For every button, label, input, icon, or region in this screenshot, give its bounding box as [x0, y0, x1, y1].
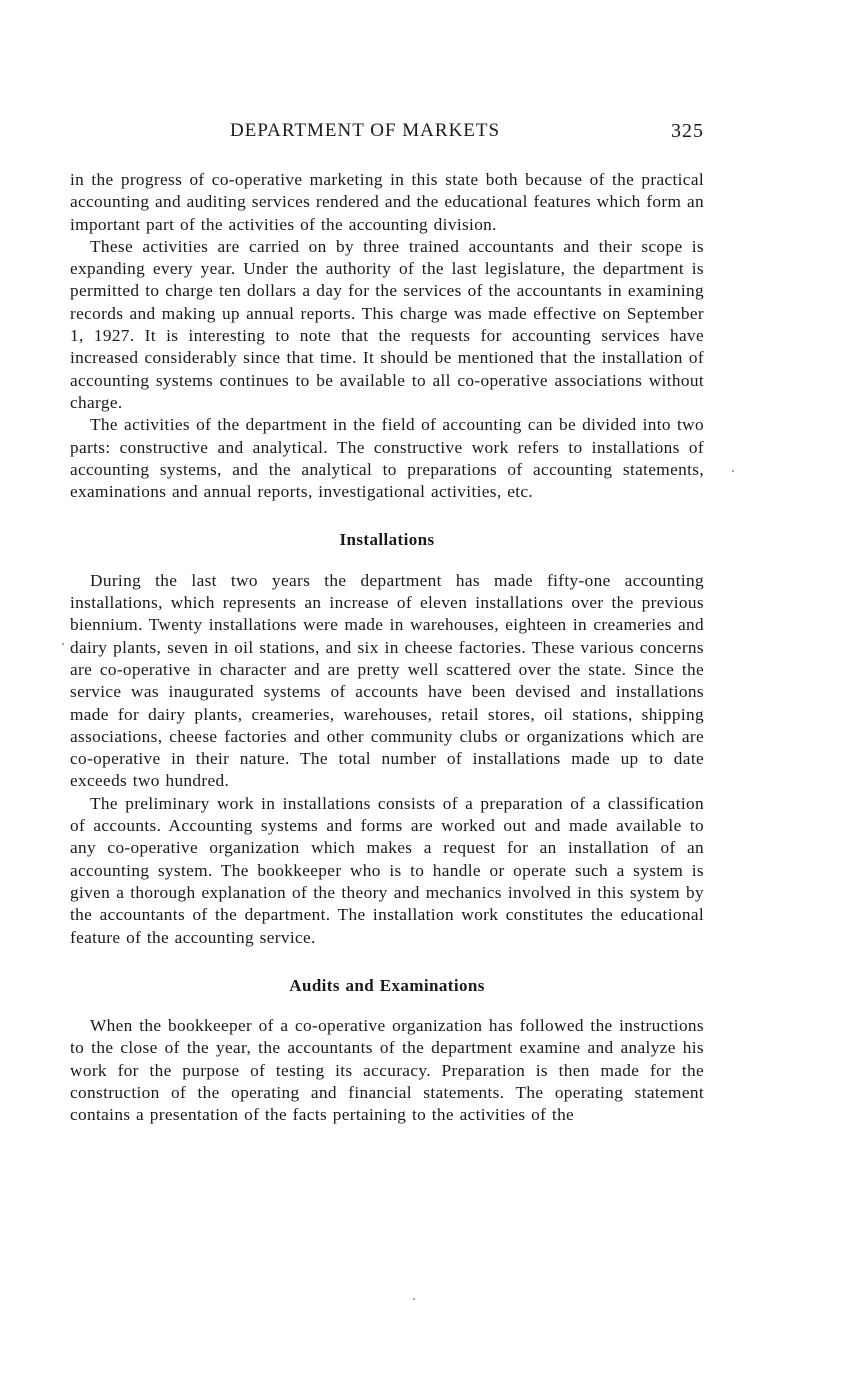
- page-number: 325: [671, 120, 704, 142]
- paragraph-installations-count: During the last two years the department has made fifty-one accounting installations, which represents an increase of eleven installations over the previous biennium. Twenty installations were made in warehouses, eighteen in creameries and dairy plants, seven in oil stations, and six in cheese factories. These various concerns are co-operative in character and are pretty well scattered over the state. Since the service was inaugurated systems of accounts have been devised and installations made for dairy plants, creameries, warehouses, retail stores, oil stations, shipping associations, cheese factories and other community clubs or organizations which are co-operative in their nature. The total number of installations made up to date exceeds two hundred.: [70, 570, 704, 791]
- running-header: [70, 120, 704, 146]
- paragraph-audits: When the bookkeeper of a co-operative organization has followed the instructions to the close of the year, the accountants of the department examine and analyze his work for the purpose of testing its accuracy. Preparation is then made for the construction of the operating and financial statements. The operating statement contains a presentation of the facts pertaining to the activities of the: [70, 1016, 704, 1125]
- section-heading-audits: Audits and Examinations: [289, 975, 485, 995]
- print-speck: [62, 643, 64, 645]
- paragraph-division: The activities of the department in the field of accounting can be divided into two parts: constructive and analytical. The constructive work refers to installations of accounting systems, and the analytical to preparations of accounting statements, examinations and annual reports, investigational activities, etc.: [70, 415, 704, 502]
- paragraph-activities: These activities are carried on by three trained accountants and their scope is expanding every year. Under the authority of the last legislature, the department is permitted to charge ten dollars a day for the services of the accountants in examining records and making up annual reports. This charge was made effective on September 1, 1927. It is interesting to note that the requests for accounting services have increased considerably since that time. It should be mentioned that the installation of accounting systems continues to be available to all co-operative associations without charge.: [70, 236, 704, 412]
- paragraph-continued: in the progress of co-operative marketing in this state both because of the practical accounting and auditing services rendered and the educational features which form an important part of the activities of the accounting division.: [70, 170, 704, 234]
- page-title: DEPARTMENT OF MARKETS: [230, 120, 501, 141]
- page-content: [70, 120, 704, 1127]
- paragraph-installations-preliminary: The preliminary work in installations consists of a preparation of a classification of accounts. Accounting systems and forms are worked out and made available to any co-operative organization which makes a request for an installation of an accounting system. The bookkeeper who is to handle or operate such a system is given a thorough explanation of the theory and mechanics involved in this system by the accountants of the department. The installation work constitutes the educational feature of the accounting service.: [70, 793, 704, 947]
- section-heading-installations: Installations: [339, 530, 435, 550]
- body-text: [70, 169, 704, 1127]
- print-speck: [732, 470, 734, 472]
- print-speck: [413, 1298, 415, 1300]
